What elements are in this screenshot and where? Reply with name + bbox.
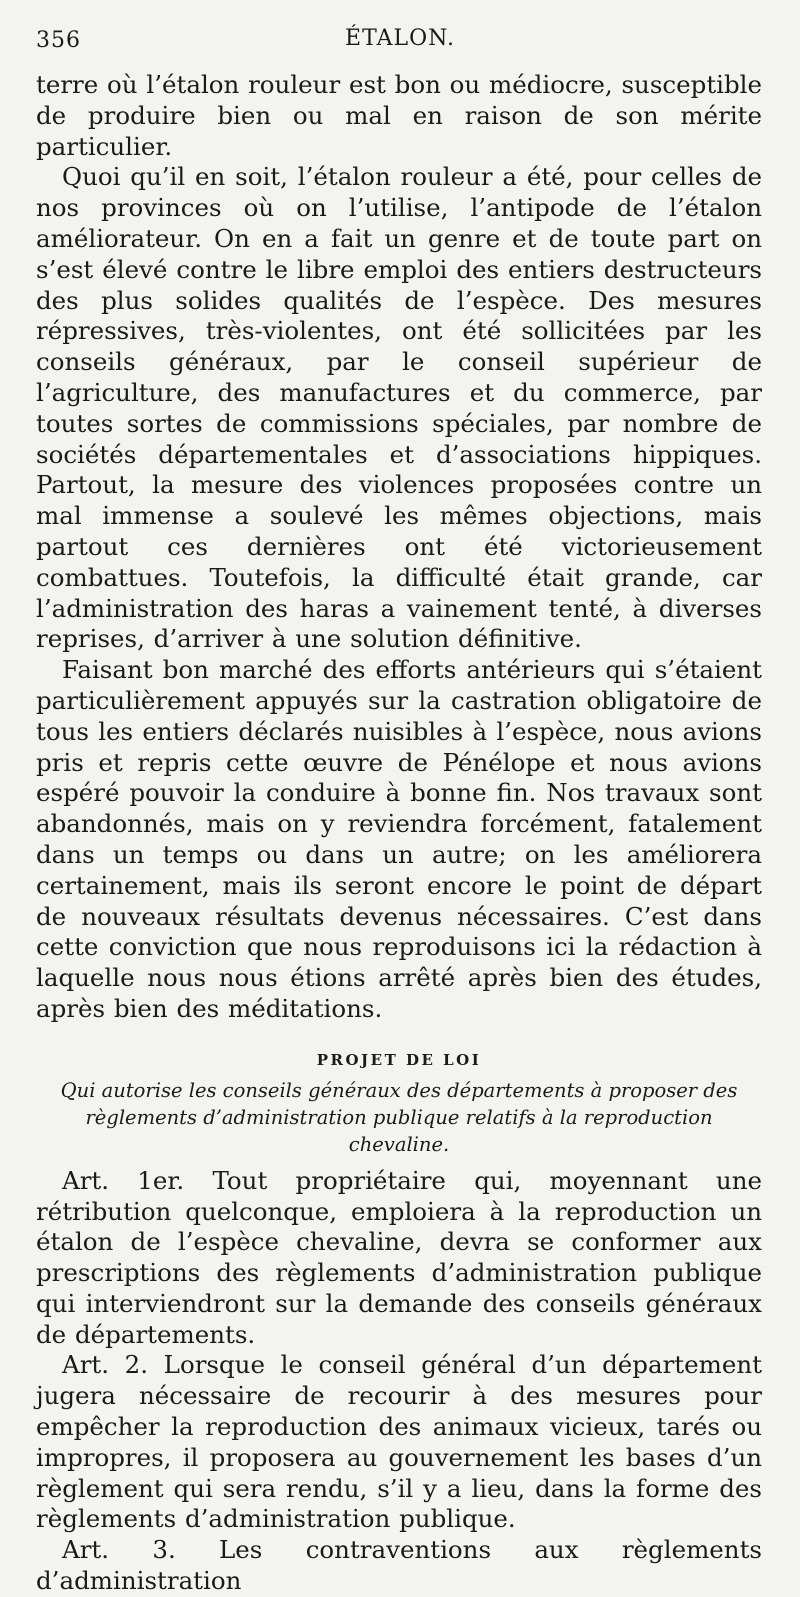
paragraph-continued: terre où l’étalon rouleur est bon ou médiocre, susceptible de produire bien ou mal en raison de son mérite particulier. [36, 70, 763, 161]
section-heading: PROJET DE LOI [316, 1050, 482, 1069]
article-3: Art. 3. Les contraventions aux règlements d’administration [36, 1535, 762, 1596]
paragraph: Faisant bon marché des efforts antérieurs qui s’étaient particulièrement appuyés sur la castration obligatoire de tous les entiers déclarés nuisibles à l’espèce, nous avions pris et repris cette œuvre de Pénélope et nous avions espéré pouvoir la conduire à bonne fin. Nos travaux sont abandonnés, mais on y reviendra forcément, fatalement dans un temps ou dans un autre; on les améliorera certainement, mais ils seront encore le point de départ de nouveaux résultats devenus nécessaires. C’est dans cette conviction que nous reproduisons ici la rédaction à laquelle nous nous étions arrêté après bien des études, après bien des méditations. [36, 655, 762, 1023]
running-head: ÉTALON. [345, 26, 455, 51]
paragraph: Quoi qu’il en soit, l’étalon rouleur a été, pour celles de nos provinces où on l’utilise, l’antipode de l’étalon améliorateur. On en a fait un genre et de toute part on s’est élevé contre le libre emploi des entiers destructeurs des plus solides qualités de l’espèce. Des mesures répressives, très-violentes, ont été sollicitées par les conseils généraux, par le conseil supérieur de l’agriculture, des manufactures et du commerce, par toutes sortes de commissions spéciales, par nombre de sociétés départementales et d’associations hippiques. Partout, la mesure des violences proposées contre un mal immense a soulevé les mêmes objections, mais partout ces dernières ont été victorieusement combattues. Toutefois, la difficulté était grande, car l’administration des haras a vainement tenté, à diverses reprises, d’arriver à une solution définitive. [36, 162, 762, 654]
article-2: Art. 2. Lorsque le conseil général d’un département jugera nécessaire de recourir à des mesures pour empêcher la reproduction des animaux vicieux, tarés ou impropres, il proposera au gouvernement les bases d’un règlement qui sera rendu, s’il y a lieu, dans la forme des règlements d’administration publique. [36, 1350, 762, 1534]
page-header [36, 26, 764, 60]
page-number: 356 [36, 28, 81, 53]
article-1: Art. 1er. Tout propriétaire qui, moyennant une rétribution quelconque, emploiera à la reproduction un étalon de l’espèce chevaline, devra se conformer aux prescriptions des règlements d’administration publique qui interviendront sur la demande des conseils généraux de départements. [36, 1165, 762, 1349]
section-subheading: Qui autorise les conseils généraux des départements à proposer des règlements d’administration publique relatifs à la reproduction chevaline. [60, 1078, 738, 1156]
body-text [36, 70, 762, 1597]
